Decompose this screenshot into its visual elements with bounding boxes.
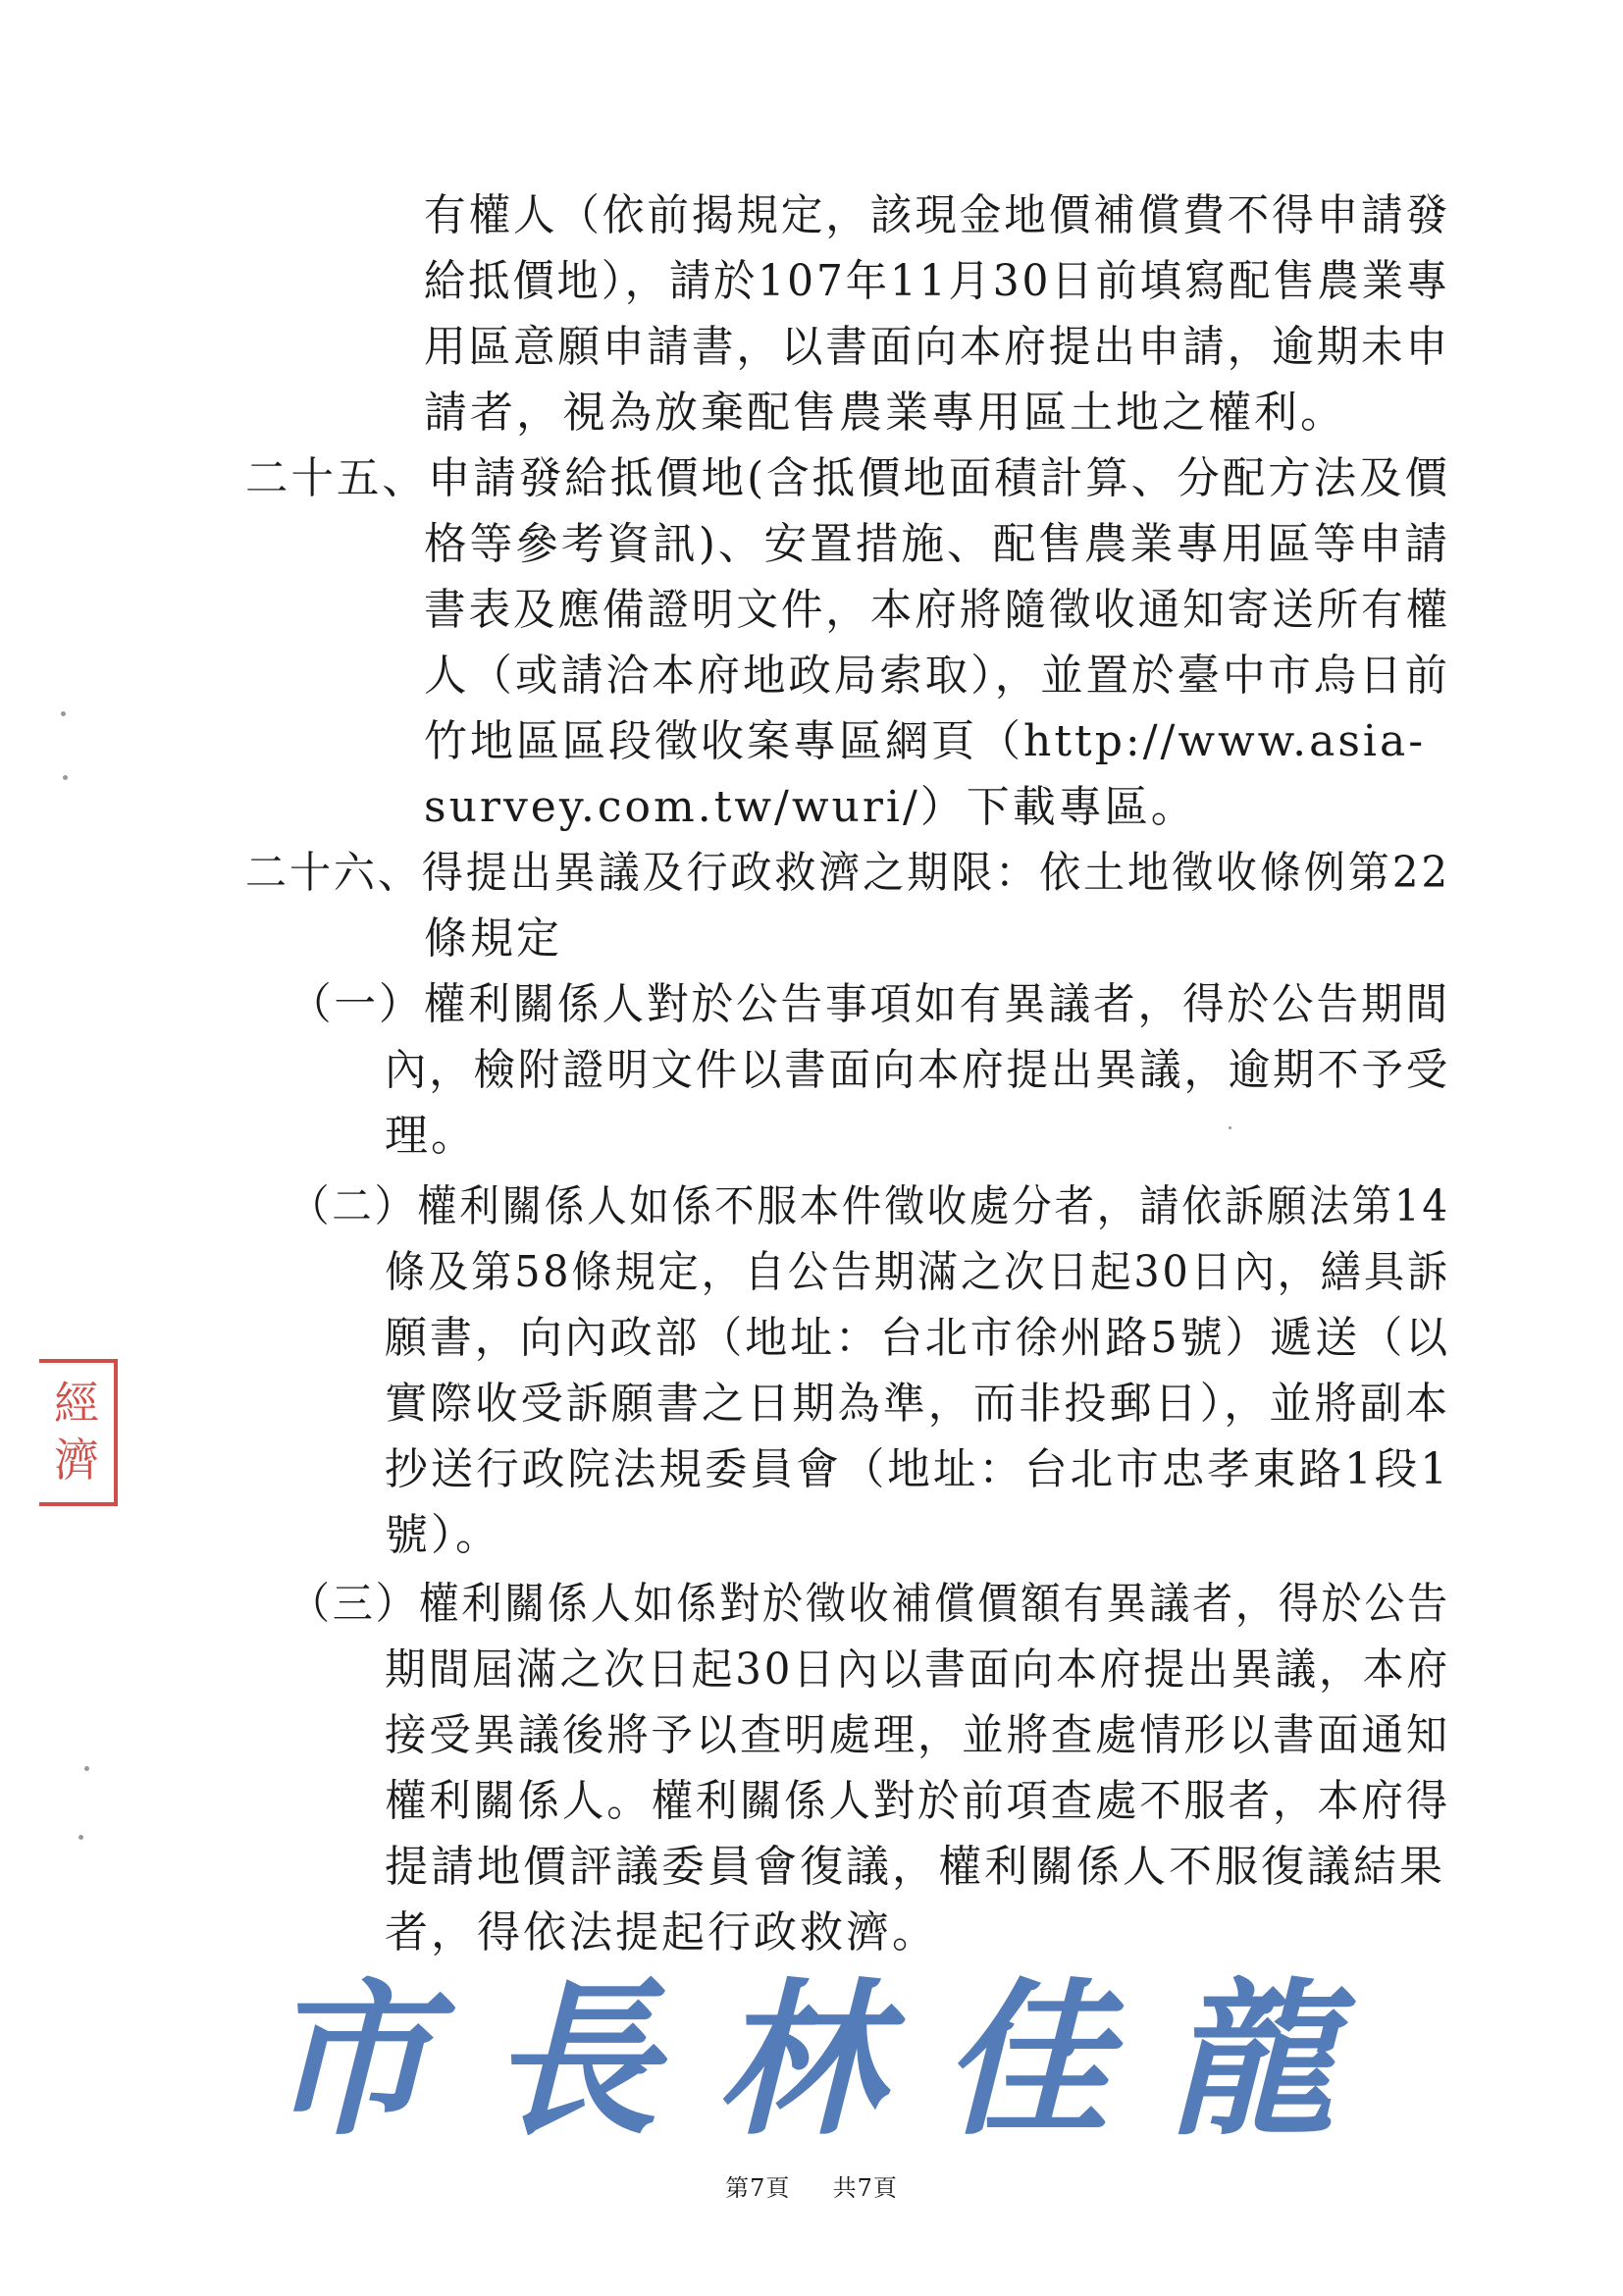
paragraph-line: 權利關係人。權利關係人對於前項查處不服者，本府得: [385, 1776, 1450, 1826]
item-25-heading: 二十五、申請發給抵價地(含抵價地面積計算、分配方法及價: [245, 453, 1450, 503]
paragraph-line: survey.com.tw/wuri/）下載專區。: [424, 782, 1197, 832]
paragraph-line: 抄送行政院法規委員會（地址：台北市忠孝東路1段1: [385, 1444, 1450, 1494]
page-total: 共7頁: [832, 2174, 898, 2202]
paragraph-line: 期間屆滿之次日起30日內以書面向本府提出異議，本府: [385, 1644, 1450, 1695]
red-seal-stamp: 經濟: [39, 1359, 118, 1506]
scan-speck: [84, 1766, 89, 1771]
paragraph-line: 給抵價地），請於107年11月30日前填寫配售農業專: [424, 256, 1450, 306]
scan-speck: [1229, 1126, 1231, 1129]
scan-speck: [61, 711, 66, 716]
paragraph-line: 格等參考資訊)、安置措施、配售農業專用區等申請: [424, 519, 1450, 569]
paragraph-line: 用區意願申請書，以書面向本府提出申請，逾期未申: [424, 322, 1450, 372]
paragraph-line: 竹地區區段徵收案專區網頁（http://www.asia-: [424, 716, 1427, 766]
scan-speck: [63, 775, 68, 780]
page-number: 第7頁: [725, 2174, 791, 2202]
mayor-signature-stamp: 市長林佳龍: [265, 1962, 1394, 2159]
subitem-1-heading: （一）權利關係人對於公告事項如有異議者，得於公告期間: [289, 979, 1450, 1029]
paragraph-line: 人（或請洽本府地政局索取），並置於臺中市烏日前: [424, 651, 1450, 701]
item-26-heading: 二十六、得提出異議及行政救濟之期限：依土地徵收條例第22: [245, 848, 1450, 898]
paragraph-line: 內，檢附證明文件以書面向本府提出異議，逾期不予受: [385, 1045, 1450, 1095]
paragraph-line: 號）。: [385, 1510, 501, 1560]
paragraph-line: 有權人（依前揭規定，該現金地價補償費不得申請發: [424, 190, 1450, 240]
paragraph-line: 願書，向內政部（地址：台北市徐州路5號）遞送（以: [385, 1313, 1450, 1363]
paragraph-line: 條及第58條規定，自公告期滿之次日起30日內，繕具訴: [385, 1247, 1450, 1297]
scan-speck: [79, 1835, 83, 1840]
paragraph-line: 理。: [385, 1111, 477, 1161]
paragraph-line: 條規定: [424, 913, 562, 964]
subitem-3-heading: （三）權利關係人如係對於徵收補償價額有異議者，得於公告: [289, 1579, 1450, 1629]
page-number-footer: [0, 2173, 1623, 2203]
paragraph-line: 請者，視為放棄配售農業專用區土地之權利。: [424, 388, 1346, 438]
paragraph-line: 者，得依法提起行政救濟。: [385, 1907, 938, 1957]
subitem-2-heading: （二）權利關係人如係不服本件徵收處分者，請依訴願法第14: [289, 1181, 1450, 1231]
paragraph-line: 書表及應備證明文件，本府將隨徵收通知寄送所有權: [424, 585, 1450, 635]
paragraph-line: 提請地價評議委員會復議，權利關係人不服復議結果: [385, 1842, 1445, 1892]
paragraph-line: 實際收受訴願書之日期為準，而非投郵日），並將副本: [385, 1379, 1450, 1429]
paragraph-line: 接受異議後將予以查明處理，並將查處情形以書面通知: [385, 1710, 1450, 1760]
